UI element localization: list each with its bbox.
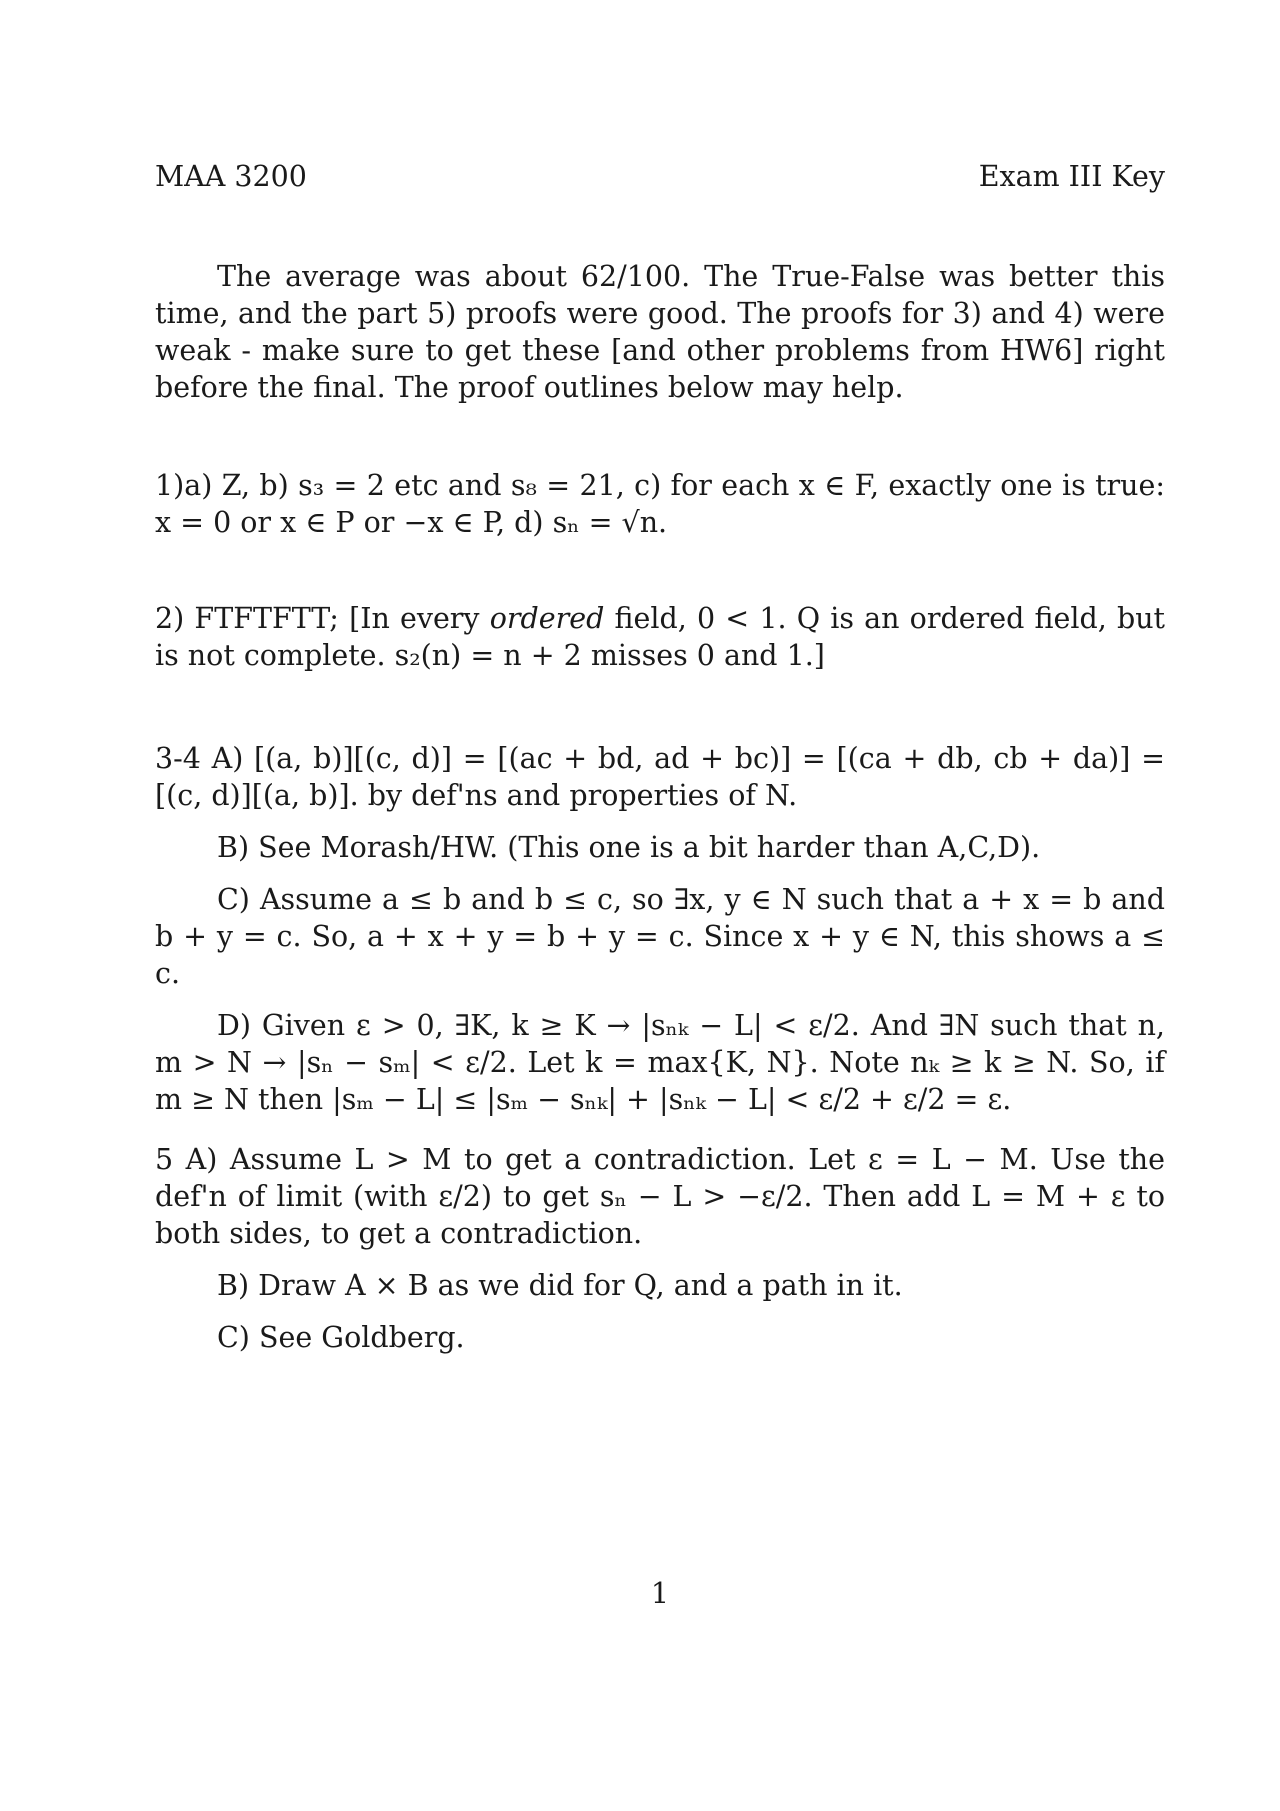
page-header	[155, 158, 1165, 198]
answer-5-a: 5 A) Assume L > M to get a contradiction. Let ε = L − M. Use the def'n of limit (with ε/2) to get sₙ − L > −ε/2. Then add L = M + ε to both sides, to get a contradiction.	[155, 1143, 1165, 1250]
answer-1: 1)a) Z, b) s₃ = 2 etc and s₈ = 21, c) for each x ∈ F, exactly one is true: x = 0 or x ∈ P or −x ∈ P, d) sₙ = √n.	[155, 469, 1165, 539]
answer-3-4-a: 3-4 A) [(a, b)][(c, d)] = [(ac + bd, ad + bc)] = [(ca + db, cb + da)] = [(c, d)][(a, b)]. by def'ns and properties of N.	[155, 742, 1165, 812]
course-code: MAA 3200	[155, 160, 307, 193]
answer-2	[155, 600, 1165, 674]
intro-paragraph: The average was about 62/100. The True-False was better this time, and the part 5) proofs were good. The proofs for 3) and 4) were weak - make sure to get these [and other problems from HW6] right before the final. The proof outlines below may help.	[155, 260, 1165, 404]
answer-2-suffix: field, 0 < 1. Q is an ordered field, but is not complete. s₂(n) = n + 2 misses 0 and 1.]	[155, 602, 1166, 672]
answer-3-4-c: C) Assume a ≤ b and b ≤ c, so ∃x, y ∈ N such that a + x = b and b + y = c. So, a + x + y = b + y = c. Since x + y ∈ N, this shows a ≤ c.	[155, 883, 1165, 990]
answer-3-4-b: B) See Morash/HW. (This one is a bit harder than A,C,D).	[217, 831, 1041, 864]
answer-2-prefix: 2) FTFTFTT; [In every	[155, 602, 490, 635]
answer-5-c: C) See Goldberg.	[217, 1321, 465, 1354]
document-title: Exam III Key	[978, 160, 1165, 193]
answer-3-4-d: D) Given ε > 0, ∃K, k ≥ K → |sₙₖ − L| < ε/2. And ∃N such that n, m > N → |sₙ − sₘ| < ε/2. Let k = max{K, N}. Note nₖ ≥ k ≥ N. So, if m ≥ N then |sₘ − L| ≤ |sₘ − sₙₖ| + |sₙₖ − L| < ε/2 + ε/2 = ε.	[155, 1009, 1165, 1116]
answer-2-emphasis: ordered	[489, 602, 605, 635]
answer-5	[155, 1141, 1165, 1371]
answer-5-b: B) Draw A × B as we did for Q, and a path in it.	[217, 1269, 903, 1302]
page-number: 1	[650, 1577, 670, 1610]
answer-3-4	[155, 740, 1165, 1133]
